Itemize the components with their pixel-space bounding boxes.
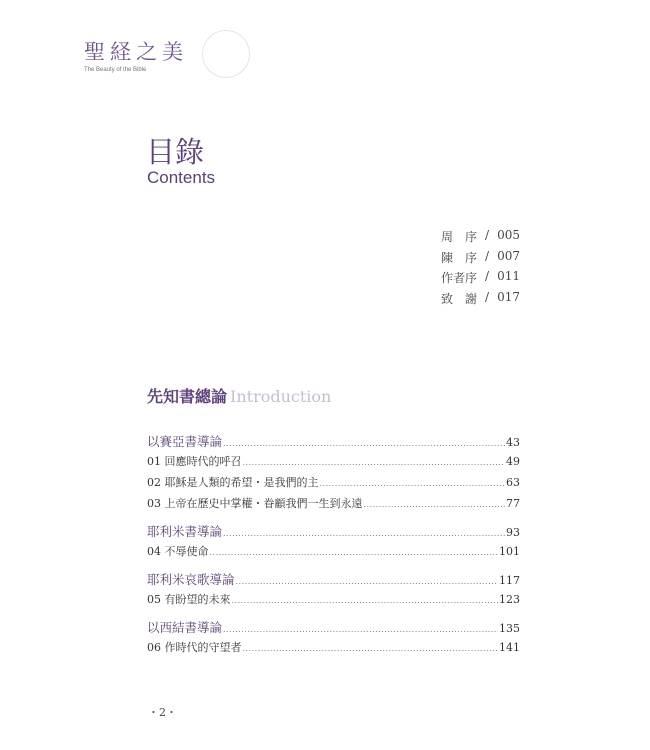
dot-leader [210,545,499,558]
section-heading [147,384,331,407]
entry-page: 93 [506,526,520,539]
toc-item [147,495,520,516]
logo-title: 聖経之美 [84,40,188,64]
toc-group [147,618,520,660]
toc-item [147,639,520,660]
front-matter-page: 011 [497,269,520,283]
toc-item [147,591,520,612]
toc-list [147,432,520,666]
toc-group [147,432,520,516]
entry-title: 01 回應時代的呼召 [147,455,242,468]
entry-page: 123 [499,593,520,606]
front-matter-page: 005 [497,228,520,242]
entry-title: 03 上帝在歷史中掌權・眷顧我們一生到永遠 [147,497,363,510]
toc-chapter [147,432,520,453]
entry-title: 耶利米哀歌導論 [147,572,235,587]
front-matter-label: 周 序 [441,230,478,244]
entry-page: 101 [499,545,520,558]
front-matter-item: 陳 序 / 007 [441,249,520,270]
front-matter-label: 作者序 [441,271,478,285]
dot-leader [223,434,505,449]
entry-page: 77 [506,497,520,510]
entry-page: 43 [506,436,520,449]
entry-title: 以賽亞書導論 [147,434,223,449]
toc-item [147,453,520,474]
section-title-en: Introduction [230,387,332,406]
dot-leader [223,620,498,635]
front-matter-list [441,228,520,310]
front-matter-item: 周 序 / 005 [441,228,520,249]
front-matter-item: 致 謝 / 017 [441,290,520,311]
front-matter-page: 017 [497,289,520,304]
entry-page: 63 [506,476,520,489]
entry-title: 04 不辱使命 [147,545,209,558]
logo-circle [202,30,250,78]
entry-title: 02 耶穌是人類的希望・是我們的主 [147,476,319,489]
entry-title: 耶利米書導論 [147,524,223,539]
toc-chapter [147,522,520,543]
front-matter-page: 007 [497,248,520,263]
dot-leader [236,572,498,587]
toc-item [147,474,520,495]
entry-title: 05 有盼望的未來 [147,593,231,606]
dot-leader [364,497,506,510]
page-title: 目錄 [146,135,205,169]
page-number: ・2・ [148,706,177,719]
book-logo [84,36,188,73]
dot-leader [232,593,499,606]
entry-page: 135 [499,622,520,635]
front-matter-label: 致 謝 [441,291,478,306]
entry-page: 117 [499,574,520,587]
section-title-cn: 先知書總論 [147,387,228,406]
dot-leader [320,476,506,489]
toc-chapter [147,618,520,639]
dot-leader [243,455,506,468]
toc-group [147,570,520,612]
dot-leader [243,641,499,654]
entry-title: 以西結書導論 [147,620,223,635]
page-subtitle: Contents [147,168,216,187]
entry-page: 141 [499,641,520,654]
toc-item [147,543,520,564]
front-matter-item: 作者序 / 011 [441,269,520,290]
entry-title: 06 作時代的守望者 [147,641,242,654]
entry-page: 49 [506,455,520,468]
logo-subtitle: The Beauty of the Bible [84,67,147,73]
front-matter-label: 陳 序 [441,250,478,265]
dot-leader [223,524,505,539]
toc-chapter [147,570,520,591]
toc-group [147,522,520,564]
